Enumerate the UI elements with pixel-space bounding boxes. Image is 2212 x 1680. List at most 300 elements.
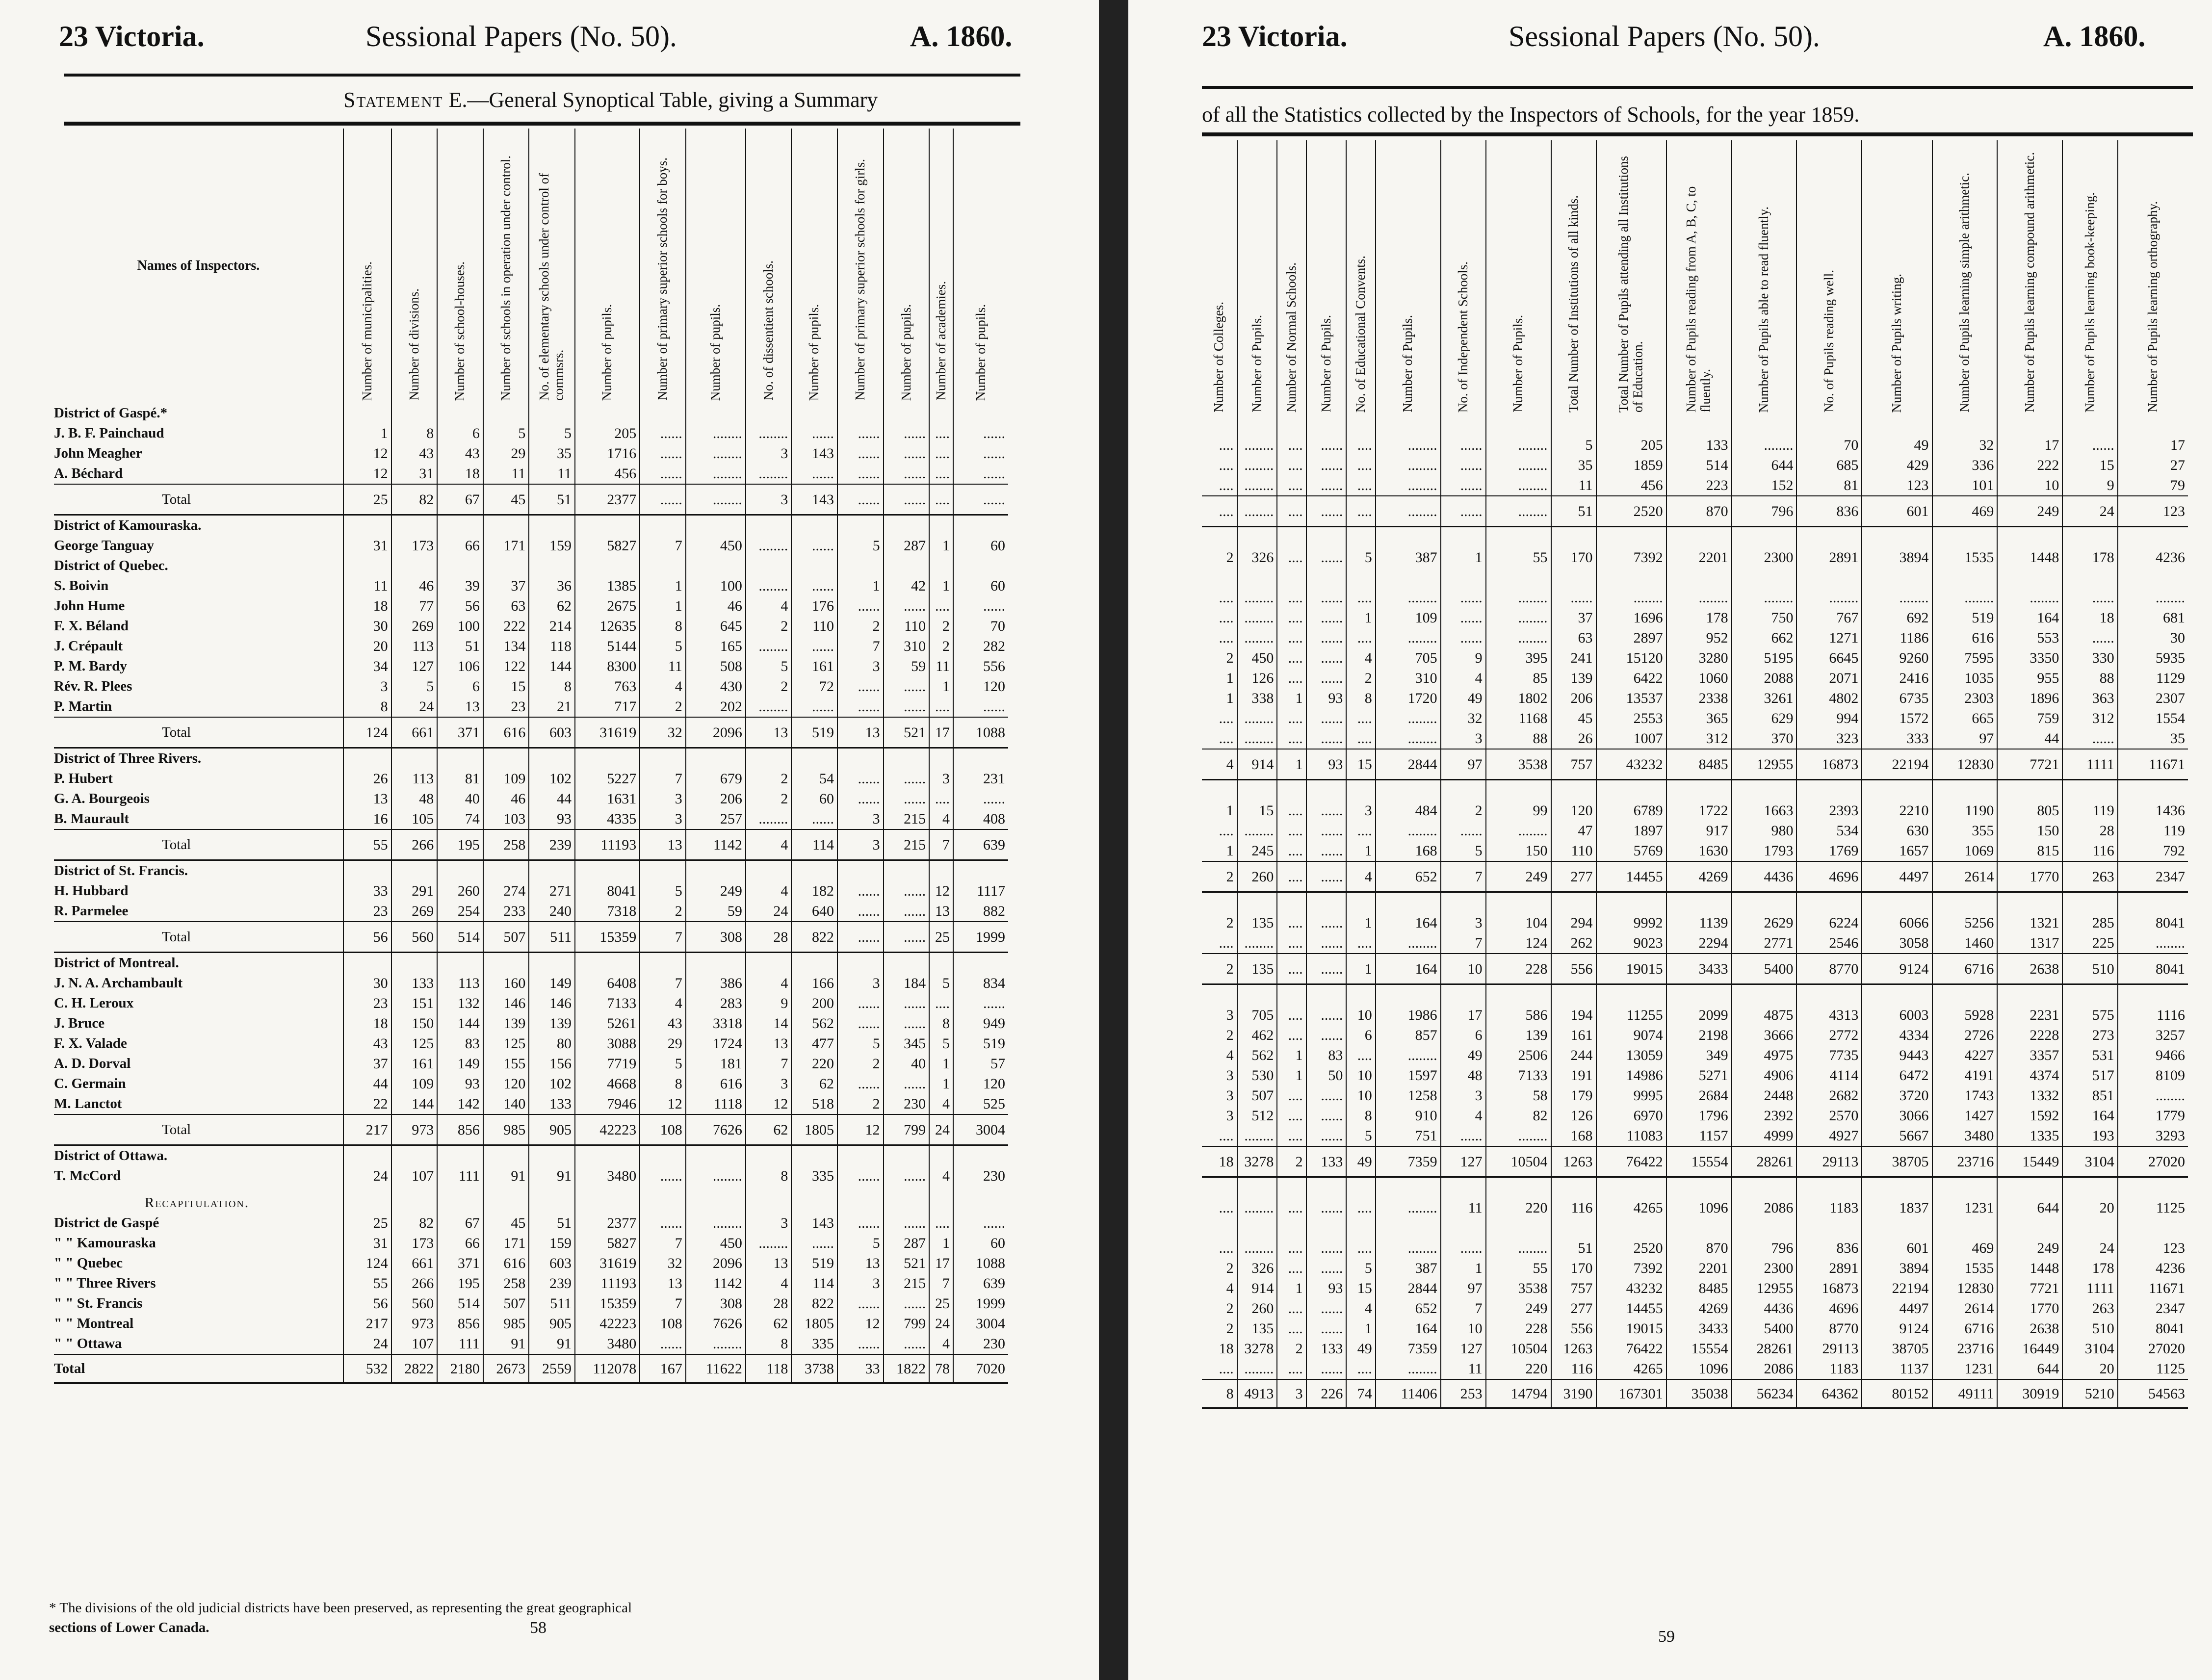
table-cell: 851: [2062, 1086, 2117, 1106]
table-cell: 326: [1237, 1258, 1277, 1278]
table-cell: 285: [2062, 913, 2117, 933]
table-cell: 22194: [1862, 1278, 1932, 1298]
table-cell: 12: [343, 464, 391, 484]
table-cell: 985: [483, 1314, 529, 1334]
table-cell: 3: [640, 789, 686, 809]
table-cell: 3318: [686, 1013, 746, 1034]
table-cell: 36: [529, 576, 575, 596]
table-cell: [1277, 984, 1306, 1006]
table-cell: [1237, 527, 1277, 548]
table-cell: 1: [1441, 547, 1486, 568]
table-cell: 191: [1551, 1065, 1596, 1086]
table-cell: [575, 1186, 640, 1213]
inspector-name: " " Quebec: [54, 1255, 123, 1271]
table-cell: [391, 1145, 438, 1166]
table-cell: 1: [1226, 690, 1234, 706]
table-cell: 54563: [2118, 1379, 2188, 1408]
table-cell: [1306, 1177, 1347, 1198]
table-cell: 271: [529, 881, 575, 901]
table-cell: 2338: [1666, 688, 1732, 708]
table-cell: [529, 748, 575, 769]
table-cell: 4: [929, 1166, 953, 1186]
table-cell: [884, 403, 930, 423]
table-cell: 562: [1237, 1045, 1277, 1065]
table-cell: 6: [437, 423, 483, 443]
table-cell: 3: [343, 676, 391, 697]
table-row: [1202, 1106, 2188, 1126]
table-cell: [1277, 1218, 1306, 1238]
table-cell: 97: [1441, 749, 1486, 780]
table-cell: 914: [1237, 749, 1277, 780]
table-cell: ....: [1277, 1238, 1306, 1258]
running-head-right: A. 1860.: [2043, 20, 2146, 52]
table-cell: 9023: [1596, 933, 1666, 954]
table-cell: 3104: [2062, 1146, 2117, 1177]
table-cell: 836: [1796, 1238, 1862, 1258]
table-cell: 2300: [1732, 1258, 1797, 1278]
table-cell: 48: [391, 789, 438, 809]
table-cell: 38705: [1862, 1339, 1932, 1359]
table-cell: 5144: [575, 636, 640, 656]
table-cell: 58: [1486, 1086, 1551, 1106]
table-cell: 6422: [1596, 668, 1666, 688]
table-cell: 24: [2062, 1238, 2117, 1258]
table-cell: ......: [1306, 708, 1347, 728]
table-cell: 62: [791, 1074, 837, 1094]
table-cell: 586: [1486, 1005, 1551, 1025]
table-row: [1202, 1238, 2188, 1258]
table-cell: [2062, 527, 2117, 548]
table-cell: ........: [1237, 455, 1277, 475]
table-cell: 456: [575, 464, 640, 484]
table-cell: 1271: [1796, 628, 1862, 648]
table-cell: [1376, 527, 1441, 548]
table-cell: [929, 748, 953, 769]
table-cell: 126: [1551, 1106, 1596, 1126]
table-cell: ........: [2118, 588, 2188, 608]
table-cell: 133: [529, 1094, 575, 1114]
table-cell: 2520: [1596, 1238, 1666, 1258]
table-cell: 287: [884, 1233, 930, 1253]
table-cell: ......: [1306, 1126, 1347, 1146]
table-cell: 22: [343, 1094, 391, 1114]
table-cell: ........: [1862, 588, 1932, 608]
table-cell: 13: [929, 901, 953, 922]
table-cell: 2: [746, 789, 792, 809]
table-cell: 1139: [1666, 913, 1732, 933]
table-cell: [1486, 568, 1551, 588]
table-cell: 59: [686, 901, 746, 922]
table-cell: ........: [1237, 588, 1277, 608]
table-cell: 3433: [1666, 954, 1732, 984]
table-row: [54, 423, 1008, 443]
table-cell: 2: [1226, 549, 1234, 566]
table-cell: 616: [483, 1253, 529, 1273]
page-number: 58: [530, 1619, 546, 1637]
table-cell: 106: [437, 656, 483, 676]
table-cell: 167: [640, 1354, 686, 1383]
table-cell: 5210: [2062, 1379, 2117, 1408]
table-cell: ......: [837, 697, 884, 717]
table-cell: 51: [1551, 496, 1596, 527]
table-cell: 1: [640, 576, 686, 596]
table-cell: 336: [1932, 455, 1998, 475]
inspector-name: G. A. Bourgeois: [54, 791, 150, 806]
table-cell: 105: [391, 809, 438, 829]
table-cell: 27: [2118, 455, 2188, 475]
table-cell: 8770: [1796, 954, 1862, 984]
column-header-text: No. of elementary schools under control of commsrs.: [537, 173, 567, 401]
table-cell: [1596, 780, 1666, 801]
table-cell: 15: [1346, 749, 1375, 780]
table-cell: 82: [391, 484, 438, 515]
table-cell: 518: [791, 1094, 837, 1114]
table-cell: 37: [1551, 608, 1596, 628]
table-cell: 2520: [1596, 496, 1666, 527]
table-cell: 1535: [1932, 547, 1998, 568]
table-cell: [1732, 780, 1797, 801]
table-cell: 7735: [1796, 1045, 1862, 1065]
table-cell: [575, 515, 640, 536]
table-row: [54, 748, 1008, 769]
table-cell: ....: [1277, 728, 1306, 749]
table-cell: 80: [529, 1034, 575, 1054]
table-cell: 17: [929, 717, 953, 748]
table-cell: 93: [1306, 749, 1347, 780]
table-cell: [746, 953, 792, 974]
table-cell: 1805: [791, 1114, 837, 1145]
table-cell: [1666, 984, 1732, 1006]
table-cell: ........: [1237, 821, 1277, 841]
table-cell: ......: [884, 596, 930, 616]
inspector-name: A. Béchard: [54, 465, 123, 481]
table-cell: 74: [1346, 1379, 1375, 1408]
table-cell: 165: [686, 636, 746, 656]
table-cell: [1551, 780, 1596, 801]
table-cell: 955: [1997, 668, 2062, 688]
table-cell: ....: [1346, 728, 1375, 749]
table-cell: [1666, 1218, 1732, 1238]
table-cell: 76422: [1596, 1146, 1666, 1177]
table-cell: 277: [1551, 861, 1596, 892]
table-cell: 2682: [1796, 1086, 1862, 1106]
table-cell: 5935: [2118, 648, 2188, 668]
table-cell: 35: [1551, 455, 1596, 475]
table-cell: ....: [1346, 708, 1375, 728]
column-header: [1666, 140, 1732, 415]
table-cell: 142: [437, 1094, 483, 1114]
table-cell: 5: [640, 881, 686, 901]
table-cell: ......: [1306, 1106, 1347, 1126]
table-cell: ........: [1376, 1198, 1441, 1218]
table-cell: 14986: [1596, 1065, 1666, 1086]
table-cell: ........: [686, 1213, 746, 1233]
column-header: [1306, 140, 1347, 415]
column-header-text: Number of pupils.: [599, 304, 615, 401]
table-cell: [746, 515, 792, 536]
table-cell: ......: [1306, 954, 1347, 984]
table-cell: 645: [686, 616, 746, 636]
table-cell: 917: [1666, 821, 1732, 841]
table-cell: [529, 1186, 575, 1213]
table-row: [1202, 628, 2188, 648]
column-header-text: Number of school-houses.: [452, 261, 468, 401]
table-cell: 24: [2062, 496, 2117, 527]
table-cell: 5: [1346, 547, 1375, 568]
table-cell: ........: [1237, 628, 1277, 648]
table-cell: 13: [746, 717, 792, 748]
table-cell: 93: [1306, 688, 1347, 708]
table-cell: 125: [483, 1034, 529, 1054]
column-header-text: Number of schools in operation under control.: [498, 155, 513, 401]
table-cell: 531: [2062, 1045, 2117, 1065]
table-cell: ......: [884, 1334, 930, 1354]
table-row: [54, 697, 1008, 717]
table-cell: 139: [1486, 1025, 1551, 1045]
table-cell: ......: [837, 423, 884, 443]
table-cell: 24: [929, 1114, 953, 1145]
table-cell: [884, 515, 930, 536]
table-cell: [1277, 415, 1306, 435]
table-cell: [2062, 1218, 2117, 1238]
table-cell: 1: [1346, 954, 1375, 984]
table-cell: ......: [837, 881, 884, 901]
table-cell: 67: [437, 484, 483, 515]
table-cell: 2772: [1796, 1025, 1862, 1045]
running-head-left: 23 Victoria.: [1202, 20, 1348, 52]
table-cell: 124: [343, 1253, 391, 1273]
column-header-text: Number of divisions.: [406, 288, 421, 401]
table-cell: [1277, 568, 1306, 588]
table-cell: 792: [2118, 841, 2188, 861]
table-cell: 3088: [575, 1034, 640, 1054]
table-cell: ........: [1376, 455, 1441, 475]
table-cell: 30: [2118, 628, 2188, 648]
table-cell: ......: [837, 1013, 884, 1034]
table-cell: 2180: [437, 1354, 483, 1383]
table-cell: 450: [686, 1233, 746, 1253]
column-header-text: Number of Normal Schools.: [1284, 262, 1299, 413]
table-cell: [1862, 1218, 1932, 1238]
table-cell: [746, 403, 792, 423]
table-cell: ....: [1277, 435, 1306, 455]
table-cell: 7719: [575, 1054, 640, 1074]
table-row: [1202, 801, 2188, 821]
table-cell: [1202, 527, 1237, 548]
table-cell: [791, 403, 837, 423]
table-cell: 3: [929, 769, 953, 789]
column-header: [1551, 140, 1596, 415]
table-cell: ......: [791, 464, 837, 484]
table-cell: [1666, 780, 1732, 801]
table-cell: 2: [1202, 861, 1237, 892]
table-cell: 164: [1376, 954, 1441, 984]
table-row: [1202, 1218, 2188, 1238]
table-cell: 28: [746, 1293, 792, 1314]
table-cell: 109: [1376, 608, 1441, 628]
column-header-text: Number of Pupils able to read fluently.: [1756, 206, 1771, 413]
table-cell: 5: [483, 423, 529, 443]
table-cell: ....: [1219, 477, 1234, 493]
rule: [1202, 132, 2193, 136]
table-cell: 4191: [1932, 1065, 1998, 1086]
table-cell: 4802: [1796, 688, 1862, 708]
table-cell: [2118, 1177, 2188, 1198]
table-row: [54, 596, 1008, 616]
table-row: [1202, 475, 2188, 496]
table-cell: 7392: [1596, 1258, 1666, 1278]
table-cell: 178: [2062, 547, 2117, 568]
table-cell: 25: [343, 484, 391, 515]
table-cell: 11: [1551, 475, 1596, 496]
table-cell: 1088: [953, 717, 1008, 748]
table-cell: 23716: [1932, 1339, 1998, 1359]
table-cell: ......: [1306, 821, 1347, 841]
names-of-inspectors-header: Names of Inspectors.: [137, 258, 260, 273]
table-cell: 2: [1346, 668, 1375, 688]
table-cell: 1231: [1932, 1198, 1998, 1218]
table-cell: ........: [1376, 933, 1441, 954]
table-cell: [2062, 1177, 2117, 1198]
table-cell: ........: [1237, 1238, 1277, 1258]
column-header: [1997, 140, 2062, 415]
table-cell: 1837: [1862, 1198, 1932, 1218]
table-cell: 10: [1346, 1065, 1375, 1086]
table-cell: ....: [1219, 610, 1234, 626]
table-cell: [1596, 415, 1666, 435]
table-cell: 4906: [1732, 1065, 1797, 1086]
table-row: [54, 403, 1008, 423]
table-cell: ......: [953, 596, 1008, 616]
table-cell: 519: [791, 1253, 837, 1273]
table-row: [54, 464, 1008, 484]
table-cell: 1129: [2118, 668, 2188, 688]
column-header: [1346, 140, 1375, 415]
table-cell: 120: [953, 1074, 1008, 1094]
table-cell: 107: [391, 1334, 438, 1354]
table-cell: 123: [1862, 475, 1932, 496]
table-cell: 10: [1441, 954, 1486, 984]
table-cell: 283: [686, 993, 746, 1013]
table-cell: ........: [686, 484, 746, 515]
table-cell: 30: [343, 973, 391, 993]
table-row: [1202, 1025, 2188, 1045]
table-cell: 77: [391, 596, 438, 616]
table-cell: ......: [1441, 588, 1486, 608]
table-row: [1202, 954, 2188, 984]
table-cell: ....: [1277, 608, 1306, 628]
table-cell: 146: [529, 993, 575, 1013]
table-cell: 525: [953, 1094, 1008, 1114]
table-cell: 11: [929, 656, 953, 676]
table-cell: ........: [1486, 588, 1551, 608]
table-cell: 2844: [1376, 1278, 1441, 1298]
table-cell: 34: [343, 656, 391, 676]
table-cell: 1448: [1997, 547, 2062, 568]
inspector-name: " " St. Francis: [54, 1295, 143, 1311]
table-cell: [791, 748, 837, 769]
table-cell: 42223: [575, 1114, 640, 1145]
table-cell: [1997, 1177, 2062, 1198]
table-cell: [1346, 780, 1375, 801]
table-row: [1202, 1278, 2188, 1298]
table-cell: 3720: [1862, 1086, 1932, 1106]
table-cell: 10: [1346, 1005, 1375, 1025]
inspector-name: J. Bruce: [54, 1015, 105, 1031]
table-cell: 37: [343, 1054, 391, 1074]
table-cell: ....: [1219, 1200, 1234, 1216]
table-cell: 3004: [953, 1314, 1008, 1334]
table-cell: 2: [640, 901, 686, 922]
table-cell: 2546: [1796, 933, 1862, 954]
table-cell: ....: [1219, 437, 1234, 453]
table-cell: 99: [1486, 801, 1551, 821]
table-cell: 7: [640, 1293, 686, 1314]
column-header: [1732, 140, 1797, 415]
table-cell: 35: [529, 443, 575, 464]
table-cell: 1: [640, 596, 686, 616]
table-cell: ....: [1219, 457, 1234, 473]
table-cell: 40: [884, 1054, 930, 1074]
table-cell: 62: [746, 1314, 792, 1334]
footnote: * The divisions of the old judicial districts have been preserved, as representing the great geographical: [49, 1600, 632, 1616]
table-row: [54, 1013, 1008, 1034]
table-cell: 767: [1796, 608, 1862, 628]
table-cell: 3538: [1486, 1278, 1551, 1298]
table-cell: 8041: [2118, 1318, 2188, 1339]
table-cell: 8041: [2118, 954, 2188, 984]
table-cell: ........: [686, 423, 746, 443]
table-cell: 14455: [1596, 861, 1666, 892]
district-heading: District of Kamouraska.: [54, 517, 202, 533]
table-cell: 1125: [2118, 1198, 2188, 1218]
table-cell: 7626: [686, 1114, 746, 1145]
table-cell: 56: [343, 1293, 391, 1314]
table-cell: 1168: [1486, 708, 1551, 728]
table-cell: 4265: [1596, 1359, 1666, 1379]
table-cell: [529, 1145, 575, 1166]
table-cell: [1862, 780, 1932, 801]
table-cell: ....: [929, 443, 953, 464]
table-cell: [1441, 415, 1486, 435]
table-cell: 149: [437, 1054, 483, 1074]
table-row: [54, 536, 1008, 556]
table-cell: 644: [1997, 1198, 2062, 1218]
table-cell: [1202, 780, 1237, 801]
table-cell: 4696: [1796, 861, 1862, 892]
table-cell: [686, 403, 746, 423]
table-cell: [837, 556, 884, 576]
table-cell: [1346, 1218, 1375, 1238]
table-cell: 1696: [1596, 608, 1666, 628]
table-row: [54, 443, 1008, 464]
table-cell: 13: [343, 789, 391, 809]
table-cell: 14455: [1596, 1298, 1666, 1318]
table-cell: ......: [2062, 435, 2117, 455]
table-cell: [2062, 892, 2117, 913]
table-cell: 170: [1551, 1258, 1596, 1278]
table-cell: 74: [437, 809, 483, 829]
table-cell: 282: [953, 636, 1008, 656]
table-cell: 4: [1202, 749, 1237, 780]
table-cell: ....: [1346, 1238, 1375, 1258]
table-cell: 2: [640, 697, 686, 717]
table-cell: 511: [529, 922, 575, 953]
table-cell: 1657: [1862, 841, 1932, 861]
table-cell: 3350: [1997, 648, 2062, 668]
table-cell: ......: [1441, 821, 1486, 841]
table-cell: ....: [929, 789, 953, 809]
